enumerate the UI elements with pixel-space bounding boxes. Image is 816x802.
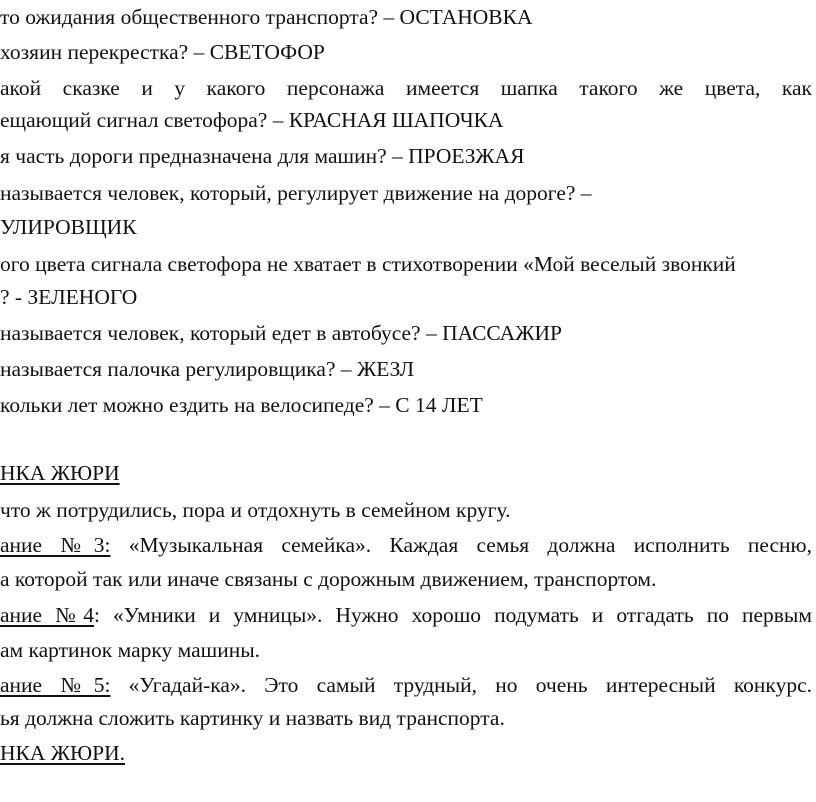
text-line-regulator-answer: УЛИРОВЩИК <box>0 215 137 239</box>
task-5-line <box>0 672 812 698</box>
task-3-line <box>0 532 812 558</box>
task-5-continuation: ья должна сложить картинку и назвать вид транспорта. <box>0 706 505 730</box>
text-line-bicycle-age: кольки лет можно ездить на велосипеде? – С 14 ЛЕТ <box>0 393 483 417</box>
text-line-family-rest: что ж потрудились, пора и отдохнуть в семейном кругу. <box>0 498 511 522</box>
task-4-label: ание №4 <box>0 603 95 627</box>
task-4-line <box>0 602 812 628</box>
heading-jury-score-2: НКА ЖЮРИ. <box>0 741 125 765</box>
text-line-green-answer: ? - ЗЕЛЕНОГО <box>0 285 138 309</box>
heading-jury-score-1: НКА ЖЮРИ <box>0 461 120 485</box>
text-line-fairy-tale: акой сказке и у какого персонажа имеется шапка такого же цвета, как <box>0 76 812 100</box>
task-4-text: : «Умники и умницы». Нужно хорошо подумать и отгадать по первым <box>94 603 812 627</box>
task-5-label: ание №5: <box>0 673 111 697</box>
task-5-text: «Угадай-ка». Это самый трудный, но очень интересный конкурс. <box>110 673 812 697</box>
text-line-regulator-question: называется человек, который, регулирует движение на дороге? – <box>0 181 592 205</box>
text-line-baton: называется палочка регулировщика? – ЖЕЗЛ <box>0 357 415 381</box>
task-3-continuation: а которой так или иначе связаны с дорожным движением, транспортом. <box>0 567 657 591</box>
task-3-label: ание №3: <box>0 533 111 557</box>
text-line-passenger: называется человек, который едет в автобусе? – ПАССАЖИР <box>0 321 562 345</box>
text-line-traffic-light: хозяин перекрестка? – СВЕТОФОР <box>0 40 325 64</box>
text-line-bus-stop: то ожидания общественного транспорта? – ОСТАНОВКА <box>0 5 533 29</box>
text-line-poem-question: ого цвета сигнала светофора не хватает в стихотворении «Мой веселый звонкий <box>0 252 736 276</box>
text-line-red-riding-hood: ещающий сигнал светофора? – КРАСНАЯ ШАПОЧКА <box>0 108 504 132</box>
task-4-continuation: ам картинок марку машины. <box>0 638 261 662</box>
text-line-roadway: я часть дороги предназначена для машин? – ПРОЕЗЖАЯ <box>0 144 525 168</box>
task-3-text: «Музыкальная семейка». Каждая семья должна исполнить песню, <box>110 533 812 557</box>
